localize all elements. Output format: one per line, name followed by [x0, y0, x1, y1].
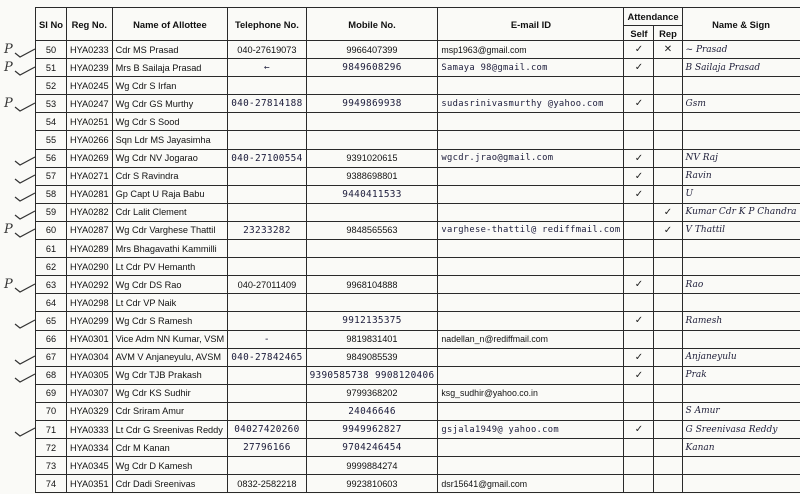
table-row [36, 59, 800, 77]
row-sl-no: 55 [36, 131, 67, 149]
row-self-mark: ✓ [624, 348, 654, 366]
row-self-mark: ✓ [624, 41, 654, 59]
row-allottee-name: Wg Cdr S Sood [112, 113, 228, 131]
margin-tick-icon [14, 45, 36, 55]
row-sl-no: 64 [36, 294, 67, 312]
row-sl-no: 51 [36, 59, 67, 77]
row-mobile: 9923810603 [306, 475, 438, 493]
row-telephone: ← [228, 59, 306, 77]
row-allottee-name: Lt Cdr PV Hemanth [112, 258, 228, 276]
row-signature: Kanan [682, 439, 800, 457]
row-telephone: 04027420260 [228, 420, 306, 438]
row-email: gsjala1949@ yahoo.com [438, 420, 624, 438]
row-mobile: 9799368202 [306, 384, 438, 402]
table-row [36, 276, 800, 294]
row-self-mark [624, 457, 654, 475]
row-allottee-name: Cdr M Kanan [112, 439, 228, 457]
row-reg-no: HYA0333 [66, 420, 112, 438]
row-signature: Gsm [682, 95, 800, 113]
row-email [438, 113, 624, 131]
row-rep-mark [654, 457, 682, 475]
row-sl-no: 66 [36, 330, 67, 348]
row-telephone: 23233282 [228, 221, 306, 239]
table-row [36, 185, 800, 203]
row-email: varghese-thattil@ rediffmail.com [438, 221, 624, 239]
margin-tick-icon [14, 370, 36, 380]
row-reg-no: HYA0247 [66, 95, 112, 113]
row-sl-no: 54 [36, 113, 67, 131]
allottee-table [35, 7, 800, 493]
row-signature: Anjaneyulu [682, 348, 800, 366]
table-row [36, 366, 800, 384]
row-self-mark: ✓ [624, 185, 654, 203]
row-allottee-name: Wg Cdr D Kamesh [112, 457, 228, 475]
row-sl-no: 57 [36, 167, 67, 185]
row-signature [682, 294, 800, 312]
row-email [438, 240, 624, 258]
row-allottee-name: Lt Cdr VP Naik [112, 294, 228, 312]
table-row [36, 258, 800, 276]
table-row [36, 149, 800, 167]
row-mobile [306, 203, 438, 221]
row-sl-no: 69 [36, 384, 67, 402]
header-attendance: Attendance [624, 8, 682, 26]
row-self-mark [624, 402, 654, 420]
row-sl-no: 60 [36, 221, 67, 239]
row-signature: G Sreenivasa Reddy [682, 420, 800, 438]
row-telephone [228, 402, 306, 420]
row-rep-mark [654, 131, 682, 149]
row-allottee-name: Wg Cdr S Irfan [112, 77, 228, 95]
row-mobile: 9388698801 [306, 167, 438, 185]
row-sl-no: 70 [36, 402, 67, 420]
row-rep-mark [654, 59, 682, 77]
row-reg-no: HYA0292 [66, 276, 112, 294]
row-mobile [306, 240, 438, 258]
row-sl-no: 58 [36, 185, 67, 203]
row-self-mark [624, 330, 654, 348]
row-signature [682, 77, 800, 95]
row-rep-mark: ✕ [654, 41, 682, 59]
row-rep-mark [654, 330, 682, 348]
row-self-mark [624, 113, 654, 131]
row-allottee-name: Cdr Dadi Sreenivas [112, 475, 228, 493]
row-allottee-name: Cdr MS Prasad [112, 41, 228, 59]
row-signature [682, 475, 800, 493]
row-telephone: 040-27100554 [228, 149, 306, 167]
row-telephone [228, 240, 306, 258]
row-self-mark: ✓ [624, 149, 654, 167]
table-row [36, 457, 800, 475]
row-allottee-name: Gp Capt U Raja Babu [112, 185, 228, 203]
row-sl-no: 56 [36, 149, 67, 167]
row-signature: Kumar Cdr K P Chandra [682, 203, 800, 221]
row-allottee-name: Wg Cdr TJB Prakash [112, 366, 228, 384]
row-self-mark [624, 475, 654, 493]
row-rep-mark: ✓ [654, 203, 682, 221]
margin-tick-icon [14, 424, 36, 434]
row-signature [682, 113, 800, 131]
row-email: ksg_sudhir@yahoo.co.in [438, 384, 624, 402]
table-row [36, 221, 800, 239]
row-mobile: 9391020615 [306, 149, 438, 167]
header-reg-no: Reg No. [66, 8, 112, 41]
row-allottee-name: Wg Cdr DS Rao [112, 276, 228, 294]
row-sl-no: 67 [36, 348, 67, 366]
row-mobile [306, 294, 438, 312]
row-self-mark [624, 258, 654, 276]
row-mobile [306, 113, 438, 131]
row-reg-no: HYA0290 [66, 258, 112, 276]
row-self-mark: ✓ [624, 59, 654, 77]
row-reg-no: HYA0233 [66, 41, 112, 59]
row-signature: U [682, 185, 800, 203]
row-telephone [228, 77, 306, 95]
row-mobile: 9968104888 [306, 276, 438, 294]
margin-tick-icon [14, 207, 36, 217]
row-reg-no: HYA0271 [66, 167, 112, 185]
row-email: msp1963@gmail.com [438, 41, 624, 59]
row-allottee-name: Mrs B Sailaja Prasad [112, 59, 228, 77]
row-telephone [228, 294, 306, 312]
header-rep: Rep [654, 26, 682, 41]
row-allottee-name: Lt Cdr G Sreenivas Reddy [112, 420, 228, 438]
row-rep-mark [654, 258, 682, 276]
row-sl-no: 50 [36, 41, 67, 59]
row-signature: ~ Prasad [682, 41, 800, 59]
row-telephone [228, 258, 306, 276]
row-telephone [228, 167, 306, 185]
row-mobile: 9849085539 [306, 348, 438, 366]
row-allottee-name: Wg Cdr Varghese Thattil [112, 221, 228, 239]
row-telephone [228, 131, 306, 149]
row-rep-mark [654, 276, 682, 294]
row-telephone: 040-27814188 [228, 95, 306, 113]
row-rep-mark [654, 185, 682, 203]
row-email [438, 276, 624, 294]
row-reg-no: HYA0245 [66, 77, 112, 95]
row-reg-no: HYA0304 [66, 348, 112, 366]
row-reg-no: HYA0269 [66, 149, 112, 167]
row-sl-no: 73 [36, 457, 67, 475]
row-allottee-name: Cdr S Ravindra [112, 167, 228, 185]
row-telephone: 27796166 [228, 439, 306, 457]
margin-p-mark: P [4, 95, 13, 111]
row-allottee-name: Cdr Sriram Amur [112, 402, 228, 420]
row-allottee-name: Vice Adm NN Kumar, VSM [112, 330, 228, 348]
table-row [36, 131, 800, 149]
table-row [36, 402, 800, 420]
header-mobile: Mobile No. [306, 8, 438, 41]
row-rep-mark [654, 149, 682, 167]
row-allottee-name: Wg Cdr GS Murthy [112, 95, 228, 113]
row-self-mark: ✓ [624, 95, 654, 113]
row-mobile [306, 131, 438, 149]
row-reg-no: HYA0289 [66, 240, 112, 258]
row-email [438, 402, 624, 420]
row-mobile: 9390585738 9908120406 [306, 366, 438, 384]
row-mobile: 9966407399 [306, 41, 438, 59]
row-telephone: - [228, 330, 306, 348]
row-telephone [228, 457, 306, 475]
table-row [36, 312, 800, 330]
row-rep-mark [654, 312, 682, 330]
row-sl-no: 62 [36, 258, 67, 276]
row-rep-mark [654, 420, 682, 438]
row-mobile: 9949962827 [306, 420, 438, 438]
row-mobile: 9848565563 [306, 221, 438, 239]
row-self-mark [624, 439, 654, 457]
row-signature: Prak [682, 366, 800, 384]
row-signature: Ravin [682, 167, 800, 185]
row-self-mark [624, 240, 654, 258]
row-email [438, 312, 624, 330]
row-reg-no: HYA0301 [66, 330, 112, 348]
row-telephone [228, 113, 306, 131]
row-allottee-name: AVM V Anjaneyulu, AVSM [112, 348, 228, 366]
row-allottee-name: Cdr Lalit Clement [112, 203, 228, 221]
margin-p-mark: P [4, 222, 13, 238]
row-self-mark: ✓ [624, 312, 654, 330]
header-name-sign: Name & Sign [682, 8, 800, 41]
header-telephone: Telephone No. [228, 8, 306, 41]
row-rep-mark [654, 439, 682, 457]
row-rep-mark [654, 77, 682, 95]
row-self-mark [624, 221, 654, 239]
row-mobile: 9849608296 [306, 59, 438, 77]
header-name: Name of Allottee [112, 8, 228, 41]
row-email [438, 167, 624, 185]
margin-tick-icon [14, 225, 36, 235]
row-sl-no: 71 [36, 420, 67, 438]
margin-p-mark: P [4, 41, 13, 57]
table-row [36, 420, 800, 438]
table-row [36, 348, 800, 366]
table-row [36, 439, 800, 457]
margin-tick-icon [14, 316, 36, 326]
margin-tick-icon [14, 280, 36, 290]
table-row [36, 95, 800, 113]
header-email: E-mail ID [438, 8, 624, 41]
row-email: Samaya 98@gmail.com [438, 59, 624, 77]
row-self-mark: ✓ [624, 276, 654, 294]
row-reg-no: HYA0305 [66, 366, 112, 384]
header-self: Self [624, 26, 654, 41]
row-sl-no: 61 [36, 240, 67, 258]
row-self-mark: ✓ [624, 366, 654, 384]
row-email [438, 185, 624, 203]
row-email [438, 131, 624, 149]
margin-p-mark: P [4, 59, 13, 75]
table-row [36, 240, 800, 258]
row-signature [682, 258, 800, 276]
row-telephone [228, 384, 306, 402]
row-self-mark [624, 203, 654, 221]
row-reg-no: HYA0345 [66, 457, 112, 475]
row-self-mark: ✓ [624, 420, 654, 438]
row-allottee-name: Wg Cdr KS Sudhir [112, 384, 228, 402]
row-reg-no: HYA0266 [66, 131, 112, 149]
row-email: sudasrinivasmurthy @yahoo.com [438, 95, 624, 113]
row-reg-no: HYA0287 [66, 221, 112, 239]
row-reg-no: HYA0299 [66, 312, 112, 330]
row-mobile: 9912135375 [306, 312, 438, 330]
row-sl-no: 53 [36, 95, 67, 113]
row-reg-no: HYA0251 [66, 113, 112, 131]
row-telephone [228, 185, 306, 203]
row-reg-no: HYA0298 [66, 294, 112, 312]
row-sl-no: 59 [36, 203, 67, 221]
row-signature: Ramesh [682, 312, 800, 330]
row-telephone: 040-27842465 [228, 348, 306, 366]
row-signature: NV Raj [682, 149, 800, 167]
margin-tick-icon [14, 189, 36, 199]
row-rep-mark [654, 167, 682, 185]
margin-p-mark: P [4, 276, 13, 292]
row-self-mark: ✓ [624, 167, 654, 185]
row-signature [682, 330, 800, 348]
row-email [438, 348, 624, 366]
row-email [438, 203, 624, 221]
row-signature: B Sailaja Prasad [682, 59, 800, 77]
row-allottee-name: Wg Cdr S Ramesh [112, 312, 228, 330]
row-mobile: 9819831401 [306, 330, 438, 348]
margin-tick-icon [14, 171, 36, 181]
row-sl-no: 52 [36, 77, 67, 95]
row-email [438, 457, 624, 475]
row-allottee-name: Mrs Bhagavathi Kammilli [112, 240, 228, 258]
row-signature [682, 384, 800, 402]
row-self-mark [624, 384, 654, 402]
row-email [438, 439, 624, 457]
margin-tick-icon [14, 63, 36, 73]
row-email [438, 258, 624, 276]
row-email: dsr15641@gmail.com [438, 475, 624, 493]
row-allottee-name: Wg Cdr NV Jogarao [112, 149, 228, 167]
row-rep-mark [654, 402, 682, 420]
row-self-mark [624, 131, 654, 149]
row-sl-no: 72 [36, 439, 67, 457]
row-telephone [228, 312, 306, 330]
row-signature: Rao [682, 276, 800, 294]
row-telephone [228, 366, 306, 384]
row-rep-mark [654, 294, 682, 312]
header-sl-no: Sl No [36, 8, 67, 41]
row-telephone [228, 203, 306, 221]
table-row [36, 167, 800, 185]
row-sl-no: 68 [36, 366, 67, 384]
row-email: nadellan_n@rediffmail.com [438, 330, 624, 348]
row-mobile: 9440411533 [306, 185, 438, 203]
row-mobile [306, 258, 438, 276]
row-signature [682, 240, 800, 258]
margin-tick-icon [14, 153, 36, 163]
row-reg-no: HYA0351 [66, 475, 112, 493]
table-row [36, 203, 800, 221]
row-email [438, 294, 624, 312]
table-row [36, 475, 800, 493]
row-telephone: 040-27619073 [228, 41, 306, 59]
row-rep-mark [654, 384, 682, 402]
table-body [36, 41, 800, 493]
table-row [36, 41, 800, 59]
row-reg-no: HYA0282 [66, 203, 112, 221]
row-reg-no: HYA0307 [66, 384, 112, 402]
row-email [438, 366, 624, 384]
row-mobile [306, 77, 438, 95]
row-rep-mark [654, 240, 682, 258]
row-telephone: 0832-2582218 [228, 475, 306, 493]
row-signature: S Amur [682, 402, 800, 420]
table-row [36, 113, 800, 131]
row-mobile: 9999884274 [306, 457, 438, 475]
row-self-mark [624, 77, 654, 95]
row-reg-no: HYA0334 [66, 439, 112, 457]
row-email: wgcdr.jrao@gmail.com [438, 149, 624, 167]
row-rep-mark [654, 95, 682, 113]
row-sl-no: 74 [36, 475, 67, 493]
table-row [36, 294, 800, 312]
row-reg-no: HYA0239 [66, 59, 112, 77]
table-row [36, 330, 800, 348]
row-self-mark [624, 294, 654, 312]
row-email [438, 77, 624, 95]
row-mobile: 9949869938 [306, 95, 438, 113]
row-sl-no: 63 [36, 276, 67, 294]
row-rep-mark [654, 113, 682, 131]
margin-tick-icon [14, 352, 36, 362]
row-reg-no: HYA0281 [66, 185, 112, 203]
row-rep-mark [654, 475, 682, 493]
row-signature: V Thattil [682, 221, 800, 239]
row-reg-no: HYA0329 [66, 402, 112, 420]
row-allottee-name: Sqn Ldr MS Jayasimha [112, 131, 228, 149]
row-mobile: 24046646 [306, 402, 438, 420]
table-row [36, 384, 800, 402]
row-sl-no: 65 [36, 312, 67, 330]
row-rep-mark: ✓ [654, 221, 682, 239]
row-mobile: 9704246454 [306, 439, 438, 457]
row-telephone: 040-27011409 [228, 276, 306, 294]
margin-tick-icon [14, 99, 36, 109]
row-rep-mark [654, 366, 682, 384]
row-signature [682, 131, 800, 149]
row-rep-mark [654, 348, 682, 366]
row-signature [682, 457, 800, 475]
table-row [36, 77, 800, 95]
